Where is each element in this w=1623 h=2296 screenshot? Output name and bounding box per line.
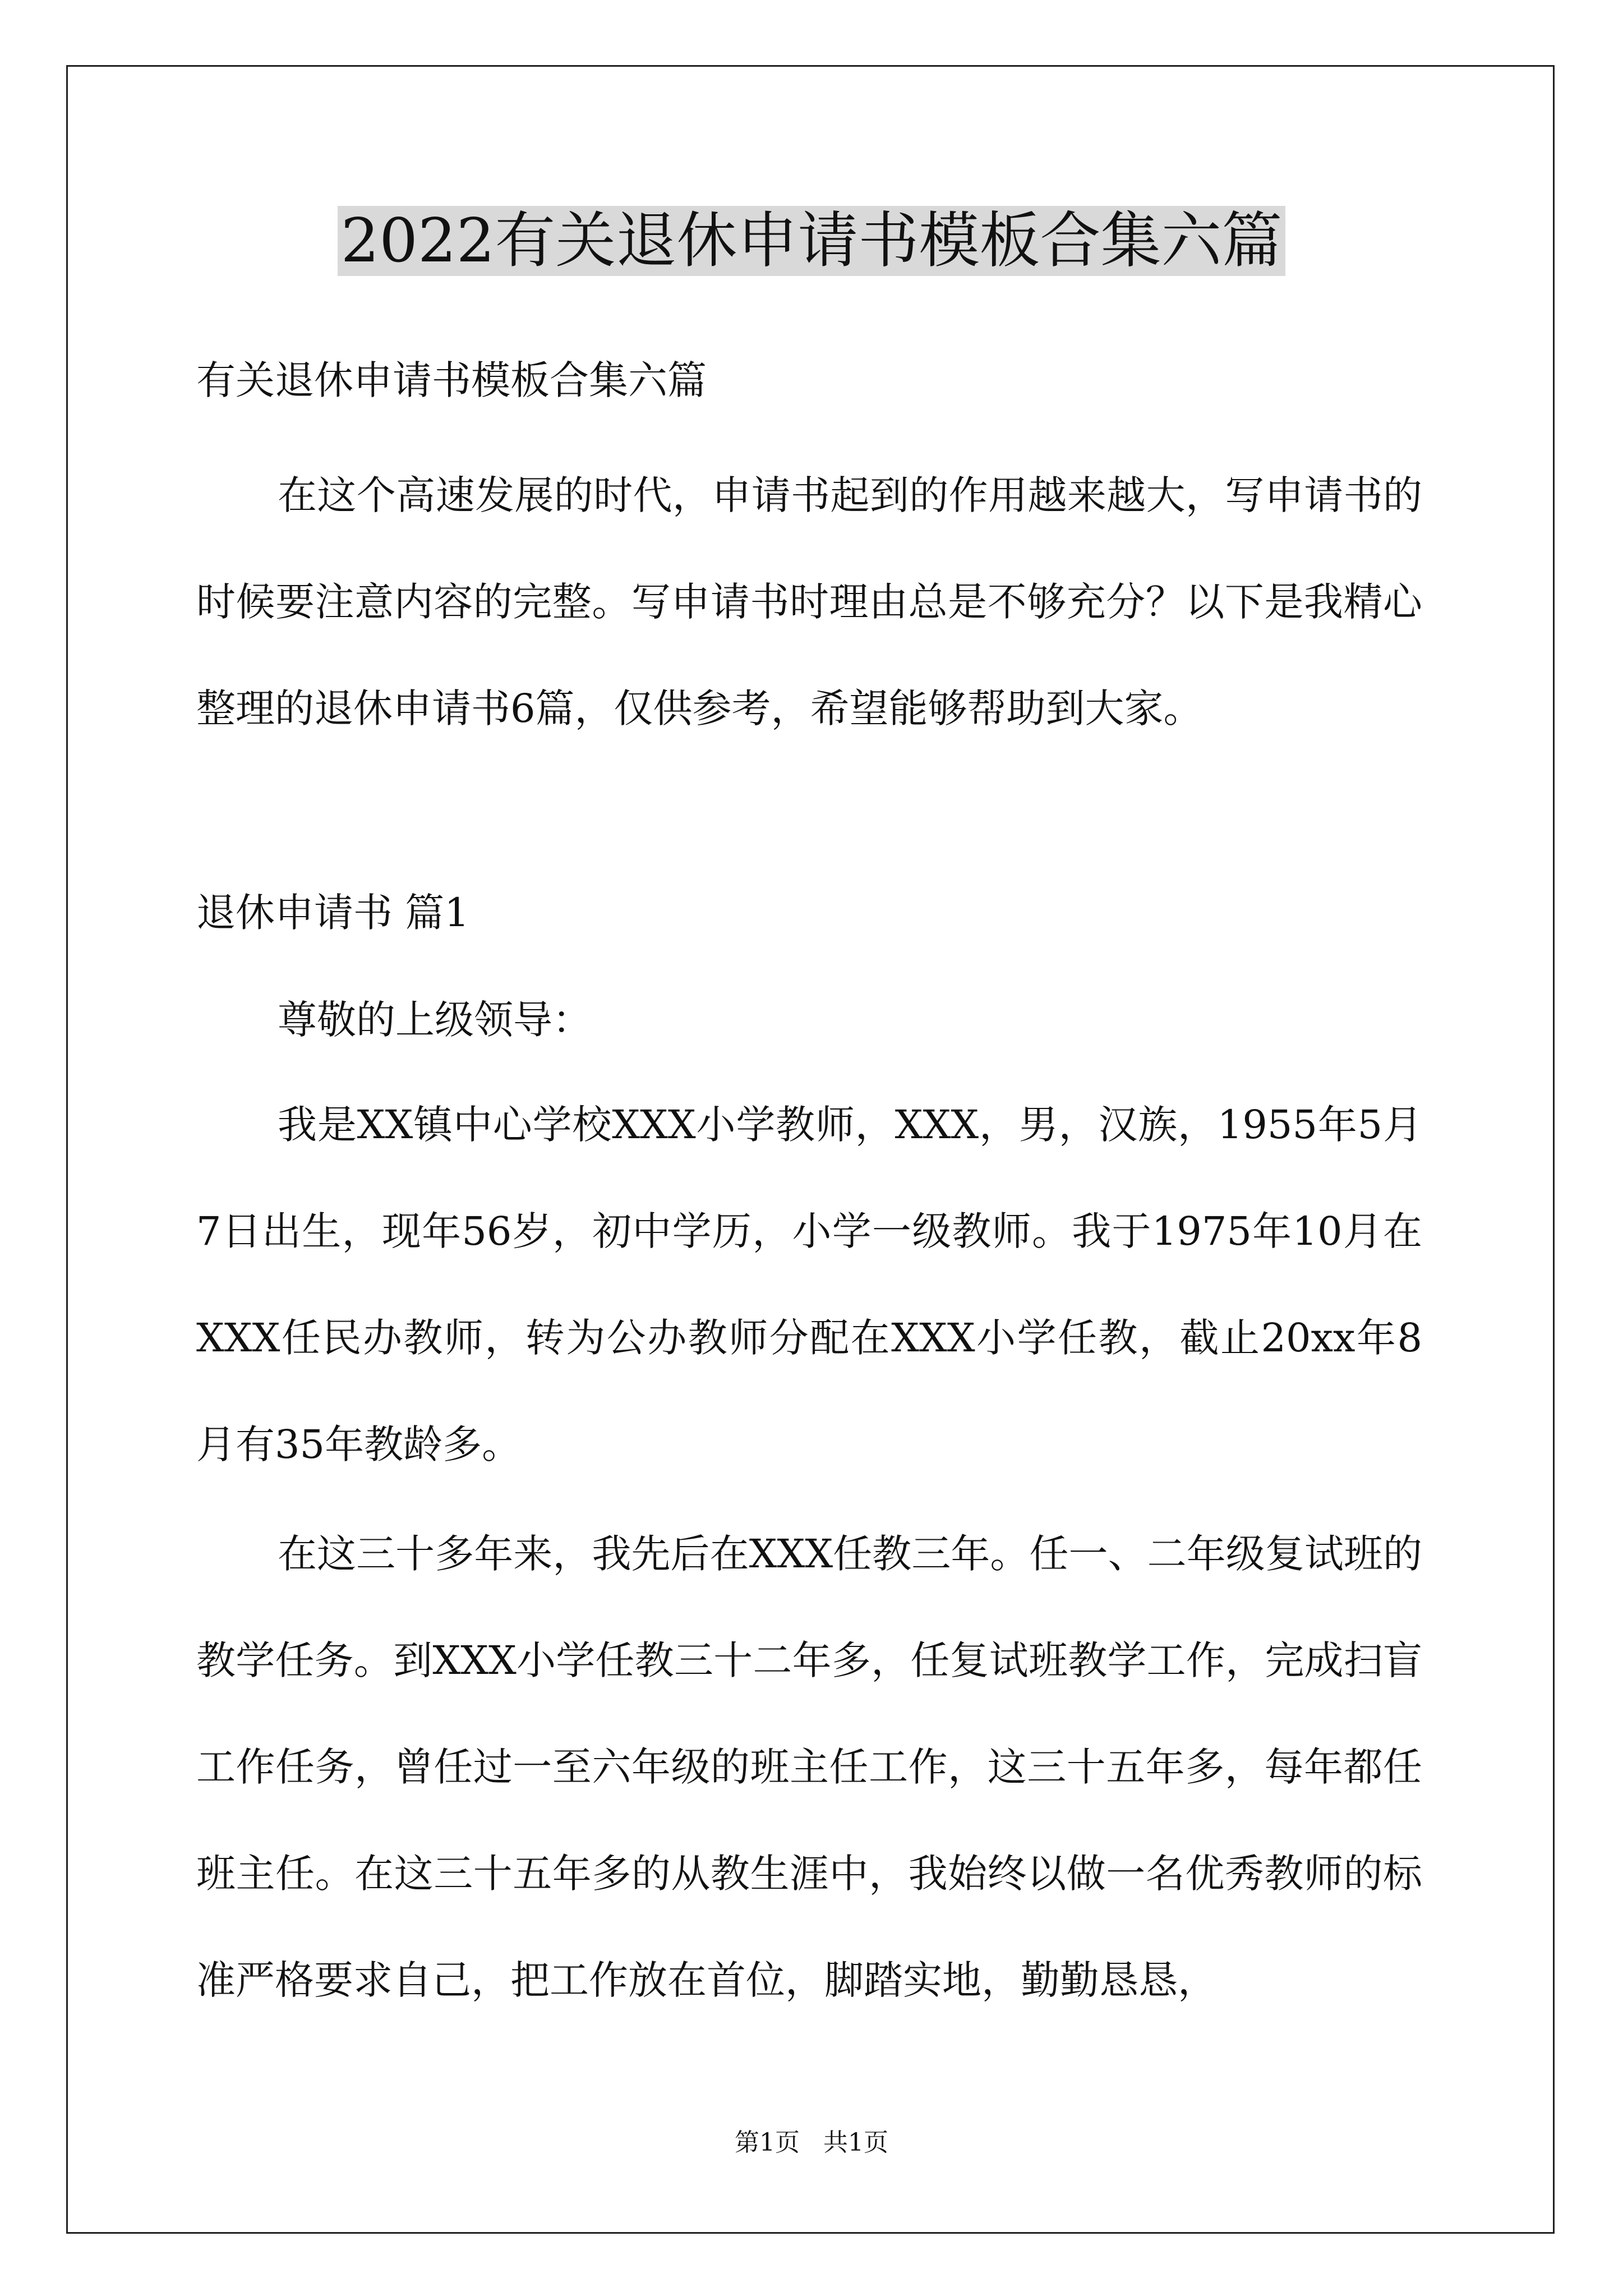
intro-paragraph: 在这个高速发展的时代，申请书起到的作用越来越大，写申请书的时候要注意内容的完整。写申请书时理由总是不够充分？以下是我精心整理的退休申请书6篇，仅供参考，希望能够帮助到大家。 — [196, 472, 1422, 731]
body-paragraph-2: 在这三十多年来，我先后在XXX任教三年。任一、二年级复试班的教学任务。到XXX小学任教三十二年多，任复试班教学工作，完成扫盲工作任务，曾任过一至六年级的班主任工作，这三十五年多，每年都任班主任。在这三十五年多的从教生涯中，我始终以做一名优秀教师的标准严格要求自己，把工作放在首位，脚踏实地，勤勤恳恳， — [196, 1531, 1423, 2003]
document-title — [0, 202, 1623, 280]
document-subtitle: 有关退休申请书模板合集六篇 — [196, 357, 707, 403]
salutation: 尊敬的上级领导： — [278, 997, 592, 1043]
body-paragraph-1: 我是XX镇中心学校XXX小学教师，XXX，男，汉族，1955年5月7日出生，现年56岁，初中学历，小学一级教师。我于1975年10月在XXX任民办教师，转为公办教师分配在XXX小学任教，截止20xx年8月有35年教龄多。 — [196, 1102, 1422, 1467]
page-footer: 第1页 共1页 — [735, 2128, 888, 2157]
document-title-text: 2022有关退休申请书模板合集六篇 — [338, 206, 1286, 276]
section-heading: 退休申请书 篇1 — [196, 890, 469, 936]
